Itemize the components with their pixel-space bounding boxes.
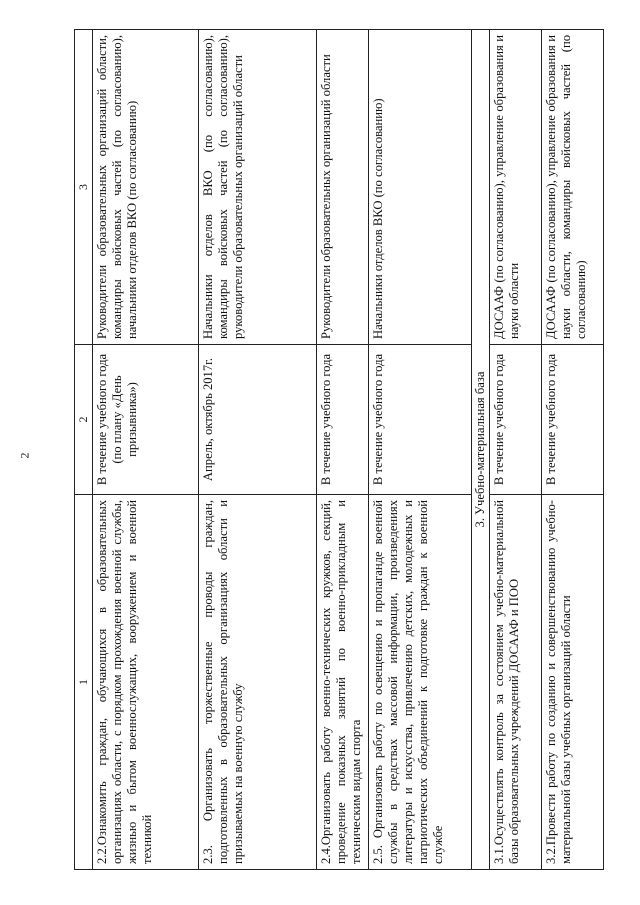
section-title: 3. Учебно-материальная база (472, 30, 490, 870)
table-header-row (75, 30, 93, 870)
deadline-cell: В течение учебного года (317, 345, 369, 495)
page-number: 2 (17, 452, 32, 459)
responsible-cell: ДОСААФ (по согласованию), управление образования и науки области (490, 30, 542, 345)
activity-cell: 2.2.Ознакомить граждан, обучающихся в образовательных организациях области, с порядком прохождения военной службы, жизнью и бытом военнослужащих, вооружением и военной техникой (93, 495, 199, 870)
activity-cell: 2.4.Организовать работу военно-технических кружков, секций, проведение показных занятий по военно-прикладным и техническим видам спорта (317, 495, 369, 870)
responsible-cell: Руководители образовательных организаций области (317, 30, 369, 345)
activity-cell: 2.5. Организовать работу по освещению и пропаганде военной службы в средствах массовой информации, произведениях литературы и искусства, привлечению детских, молодежных и патриотических объединений к подготовке граждан к военной службе (369, 495, 472, 870)
deadline-cell: В течение учебного года (542, 345, 604, 495)
table-row (542, 30, 604, 870)
activity-cell: 2.3. Организовать торжественные проводы граждан, подготовленных в образовательных организациях области и призываемых на военную службу (199, 495, 317, 870)
table-row (199, 30, 317, 870)
table-row (93, 30, 199, 870)
responsible-cell: Начальники отделов ВКО (по согласованию) (369, 30, 472, 345)
table-row (369, 30, 472, 870)
column-number-1: 1 (75, 495, 93, 870)
responsible-cell: Начальники отделов ВКО (по согласованию), командиры войсковых частей (по согласованию), руководители образовательных организаций области (199, 30, 317, 345)
deadline-cell: В течение учебного года (490, 345, 542, 495)
responsible-cell: ДОСААФ (по согласованию), управление образования и науки области, командиры войсковых частей (по согласованию) (542, 30, 604, 345)
column-number-2: 2 (75, 345, 93, 495)
activity-cell: 3.1.Осуществлять контроль за состоянием учебно-материальной базы образовательных учреждений ДОСААФ и ПОО (490, 495, 542, 870)
deadline-cell: В течение учебного года (по плану «День призывника») (93, 345, 199, 495)
responsible-cell: Руководители образовательных организаций области, командиры войсковых частей (по согласованию), начальники отделов ВКО (по согласованию) (93, 30, 199, 345)
deadline-cell: В течение учебного года (369, 345, 472, 495)
activity-cell: 3.2.Провести работу по созданию и совершенствованию учебно-материальной базы учебных организаций области (542, 495, 604, 870)
activity-plan-table (74, 29, 604, 870)
deadline-cell: Апрель, октябрь 2017г. (199, 345, 317, 495)
table-row (317, 30, 369, 870)
column-number-3: 3 (75, 30, 93, 345)
section-header-row (472, 30, 490, 870)
rotated-page-content (74, 30, 586, 870)
table-row (490, 30, 542, 870)
